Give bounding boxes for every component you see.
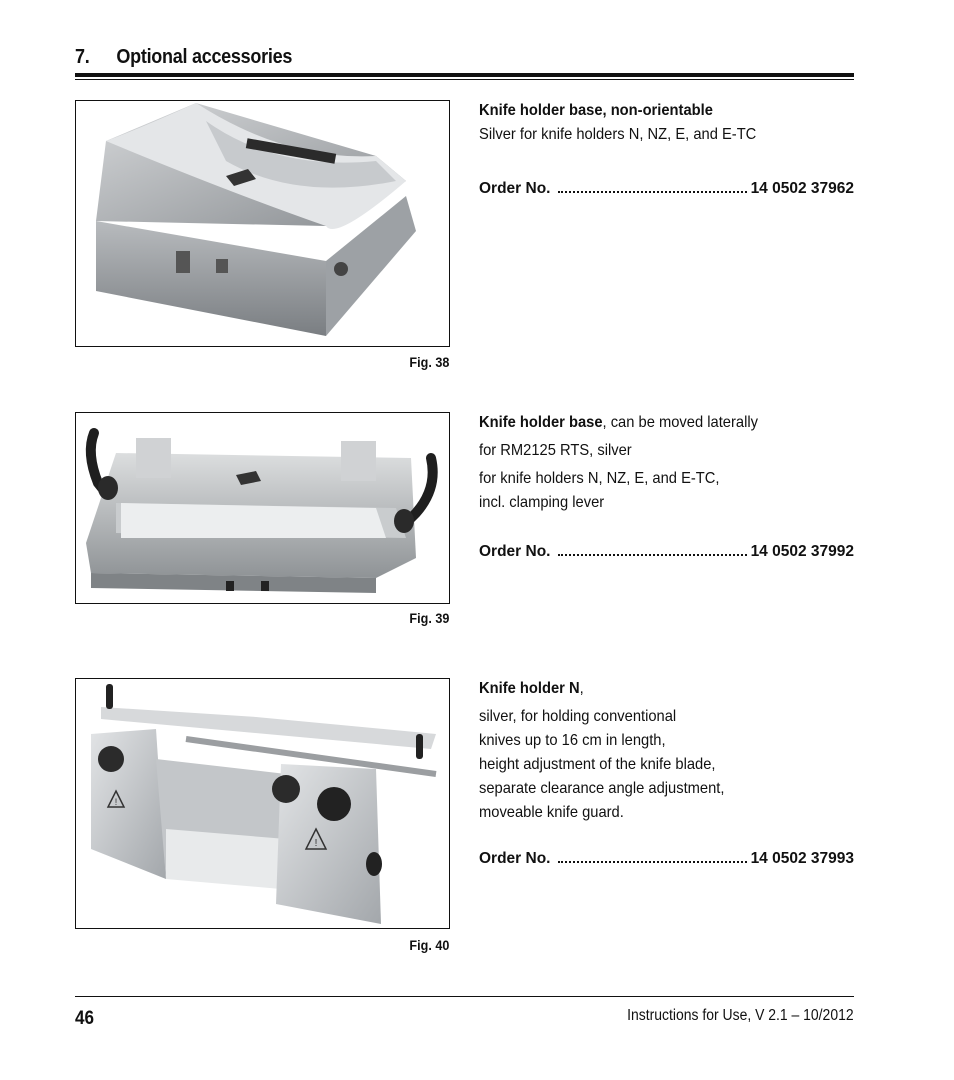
item-1-line-1: Silver for knife holders N, NZ, E, and E-TC [479,126,757,143]
order-number: 14 0502 37993 [750,850,854,867]
item-2-line-1: for RM2125 RTS, silver [479,442,632,459]
order-number: 14 0502 37962 [750,180,854,197]
page-number: 46 [75,1008,95,1029]
leader-dots [558,191,746,193]
figure-38-caption: Fig. 38 [409,354,449,370]
figure-39-caption: Fig. 39 [409,610,449,626]
figure-38-image [75,100,450,347]
figure-40-image [75,678,450,929]
footer-rule [75,996,854,997]
svg-text:!: ! [114,797,118,807]
item-3-order [479,850,854,868]
laterally-movable-base-illustration [76,413,449,603]
section-header [75,46,854,69]
order-label: Order No. [479,850,551,867]
section-number: 7. [75,46,90,68]
order-number: 14 0502 37992 [750,543,854,560]
item-3-title: Knife holder N [479,680,580,697]
svg-text:!: ! [314,838,318,849]
item-3-title-suffix: , [579,680,584,697]
item-3-line-2: knives up to 16 cm in length, [479,732,666,749]
item-2-line-2: for knife holders N, NZ, E, and E-TC, [479,470,720,487]
leader-dots [558,554,746,556]
item-2-title: Knife holder base [479,414,603,431]
page-title [75,46,776,69]
item-3-line-1: silver, for holding conventional [479,708,677,725]
item-3-line-3: height adjustment of the knife blade, [479,756,716,773]
leader-dots [558,861,746,863]
header-rule-thick [75,73,854,77]
section-title: Optional accessories [116,46,293,68]
figure-39-image [75,412,450,604]
item-2-description [479,411,859,515]
item-3-line-5: moveable knife guard. [479,804,624,821]
order-label: Order No. [479,180,551,197]
item-3-description [479,677,859,825]
item-2-line-3: incl. clamping lever [479,494,605,511]
figure-40-caption: Fig. 40 [409,937,449,953]
item-1-title: Knife holder base, non-orientable [479,102,713,119]
item-2-order [479,543,854,561]
header-rule-thin [75,79,854,80]
knife-holder-n-illustration [76,679,449,928]
item-2-title-suffix: , can be moved laterally [602,414,758,431]
item-1-description [479,99,859,147]
order-label: Order No. [479,543,551,560]
knife-holder-base-illustration [76,101,449,346]
item-3-line-4: separate clearance angle adjustment, [479,780,725,797]
document-version: Instructions for Use, V 2.1 – 10/2012 [627,1007,854,1024]
item-1-order [479,180,854,198]
